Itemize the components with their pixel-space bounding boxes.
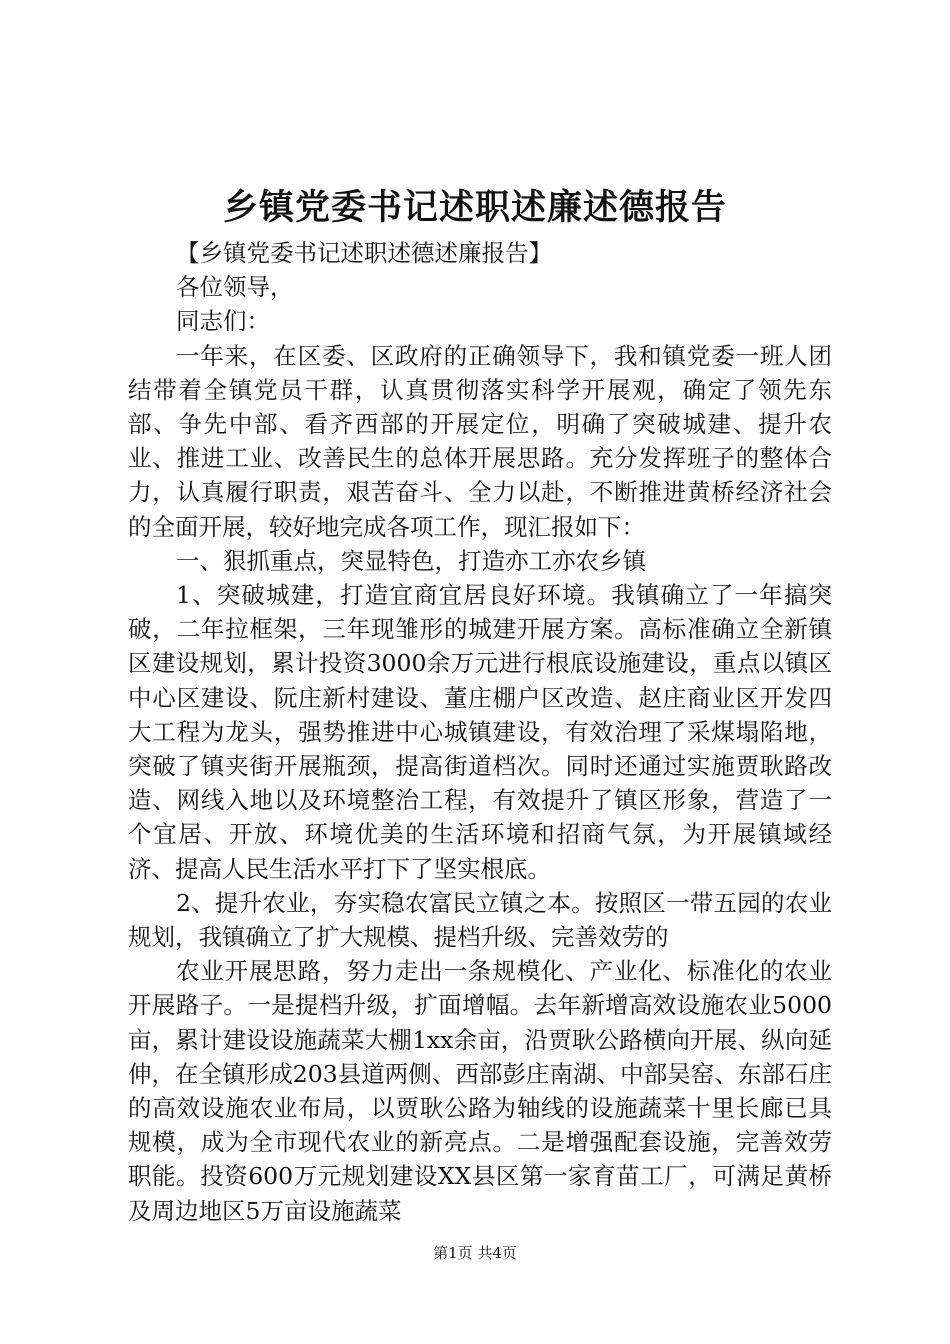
paragraph-urban-construction: 1、突破城建，打造宜商宜居良好环境。我镇确立了一年搞突破，二年拉框架，三年现雏形的城建开展方案。高标准确立全新镇区建设规划，累计投资3000余万元进行根底设施建设，重点以镇区中心区建设、阮庄新村建设、董庄棚户区改造、赵庄商业区开发四大工程为龙头，强势推进中心城镇建设，有效治理了采煤塌陷地，突破了镇夹街开展瓶颈，提高街道档次。同时还通过实施贾耿路改造、网线入地以及环境整治工程，有效提升了镇区形象，营造了一个宜居、开放、环境优美的生活环境和招商气氛，为开展镇域经济、提高人民生活水平打下了坚实根底。 — [128, 581, 832, 883]
section-heading-1: 一、狠抓重点，突显特色，打造亦工亦农乡镇 — [176, 546, 646, 575]
page-indicator: 第1页 共4页 — [433, 1244, 517, 1262]
paragraph-salutation-leaders: 各位领导， — [176, 273, 294, 302]
paragraph-intro: 一年来，在区委、区政府的正确领导下，我和镇党委一班人团结带着全镇党员干群，认真贯彻落实科学开展观，确定了领先东部、争先中部、看齐西部的开展定位，明确了突破城建、提升农业、推进工业、改善民生的总体开展思路。充分发挥班子的整体合力，认真履行职责，艰苦奋斗、全力以赴，不断推进黄桥经济社会的全面开展，较好地完成各项工作，现汇报如下： — [128, 341, 832, 541]
paragraph-salutation-comrades: 同志们： — [176, 307, 270, 336]
page-footer — [0, 1243, 950, 1263]
paragraph-subtitle: 【乡镇党委书记述职述德述廉报告】 — [176, 239, 552, 267]
document-body — [128, 236, 832, 1228]
document-title: 乡镇党委书记述职述廉述德报告 — [222, 187, 727, 228]
paragraph-agriculture: 2、提升农业，夯实稳农富民立镇之本。按照区一带五园的农业规划，我镇确立了扩大规模、提档升级、完善效劳的 — [128, 888, 832, 952]
paragraph-agriculture-continued: 农业开展思路，努力走出一条规模化、产业化、标准化的农业开展路子。一是提档升级，扩面增幅。去年新增高效设施农业5000亩，累计建设设施蔬菜大棚1xx余亩，沿贾耿公路横向开展、纵向延伸，在全镇形成203县道两侧、西部彭庄南湖、中部吴窑、东部石庄的高效设施农业布局，以贾耿公路为轴线的设施蔬菜十里长廊已具规模，成为全市现代农业的新亮点。二是增强配套设施，完善效劳职能。投资600万元规划建设XX县区第一家育苗工厂，可满足黄桥及周边地区5万亩设施蔬菜 — [128, 957, 832, 1225]
